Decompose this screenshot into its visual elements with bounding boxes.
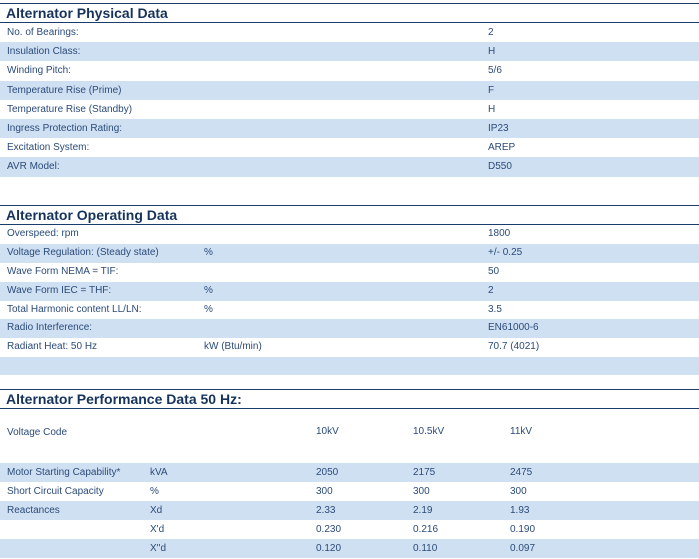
performance-data-section bbox=[0, 389, 699, 558]
row-value: IP23 bbox=[488, 122, 509, 134]
row-label: Wave Form NEMA = TIF: bbox=[7, 265, 119, 277]
row-value: 2.19 bbox=[413, 505, 433, 516]
row-unit: % bbox=[204, 303, 213, 315]
row-value: 1.93 bbox=[510, 505, 530, 516]
table-row bbox=[0, 42, 699, 61]
row-value: 70.7 (4021) bbox=[488, 341, 540, 353]
spacer-row bbox=[0, 375, 699, 387]
row-label: Ingress Protection Rating: bbox=[7, 122, 123, 134]
table-row bbox=[0, 81, 699, 100]
row-value: 2050 bbox=[316, 467, 339, 478]
table-row bbox=[0, 501, 699, 520]
row-value: 0.190 bbox=[510, 524, 536, 535]
table-row bbox=[0, 119, 699, 138]
voltage-code-label: Voltage Code bbox=[7, 427, 68, 438]
row-label: Radiant Heat: 50 Hz bbox=[7, 341, 98, 353]
row-value: 0.120 bbox=[316, 543, 342, 554]
row-value: 0.230 bbox=[316, 524, 342, 535]
row-value: 2.33 bbox=[316, 505, 336, 516]
table-row bbox=[0, 225, 699, 244]
row-label: Excitation System: bbox=[7, 142, 90, 154]
row-label: No. of Bearings: bbox=[7, 27, 79, 38]
row-unit: kVA bbox=[150, 467, 168, 478]
row-value: H bbox=[488, 103, 496, 115]
physical-data-title: Alternator Physical Data bbox=[0, 3, 699, 23]
voltage-code-row bbox=[0, 409, 699, 463]
voltage-code: 11kV bbox=[510, 426, 533, 437]
table-row bbox=[0, 157, 699, 176]
row-label: Total Harmonic content LL/LN: bbox=[7, 303, 142, 315]
row-value: 50 bbox=[488, 265, 500, 277]
row-label: Temperature Rise (Prime) bbox=[7, 84, 122, 96]
row-label: Reactances bbox=[7, 505, 60, 516]
table-row bbox=[0, 244, 699, 263]
row-label: Temperature Rise (Standby) bbox=[7, 103, 133, 115]
row-label: Radio Interference: bbox=[7, 322, 93, 334]
row-value: 2 bbox=[488, 27, 494, 38]
row-value: 300 bbox=[510, 486, 527, 497]
row-value: 300 bbox=[316, 486, 333, 497]
row-value: 5/6 bbox=[488, 65, 502, 77]
row-unit: Xd bbox=[150, 505, 163, 516]
row-value: 0.110 bbox=[413, 543, 438, 554]
table-row bbox=[0, 539, 699, 558]
row-label: Winding Pitch: bbox=[7, 65, 71, 77]
table-row bbox=[0, 23, 699, 42]
row-unit: % bbox=[204, 284, 213, 296]
row-unit: X''d bbox=[150, 543, 167, 554]
row-unit: % bbox=[150, 486, 159, 497]
table-row bbox=[0, 338, 699, 357]
row-value: AREP bbox=[488, 142, 516, 154]
row-label: Short Circuit Capacity bbox=[7, 486, 104, 497]
row-label: Insulation Class: bbox=[7, 46, 81, 58]
row-value: +/- 0.25 bbox=[488, 246, 523, 258]
row-label: Wave Form IEC = THF: bbox=[7, 284, 112, 296]
voltage-code: 10kV bbox=[316, 426, 339, 437]
row-value: 300 bbox=[413, 486, 430, 497]
row-value: 2475 bbox=[510, 467, 533, 478]
table-row bbox=[0, 482, 699, 501]
table-row bbox=[0, 61, 699, 80]
row-label: Motor Starting Capability* bbox=[7, 467, 121, 478]
row-unit: X'd bbox=[150, 524, 165, 535]
row-value: EN61000-6 bbox=[488, 322, 539, 334]
spacer-row bbox=[0, 357, 699, 375]
table-row bbox=[0, 138, 699, 157]
table-row bbox=[0, 520, 699, 539]
table-row bbox=[0, 282, 699, 301]
performance-data-title: Alternator Performance Data 50 Hz: bbox=[0, 389, 699, 409]
table-row bbox=[0, 319, 699, 338]
row-value: 0.097 bbox=[510, 543, 536, 554]
row-value: 2175 bbox=[413, 467, 436, 478]
row-label: AVR Model: bbox=[7, 161, 60, 173]
physical-data-section bbox=[0, 3, 699, 196]
table-row bbox=[0, 463, 699, 482]
row-value: 2 bbox=[488, 284, 494, 296]
spacer-row bbox=[0, 177, 699, 196]
table-row bbox=[0, 263, 699, 282]
operating-data-title: Alternator Operating Data bbox=[0, 205, 699, 225]
row-label: Voltage Regulation: (Steady state) bbox=[7, 246, 159, 258]
row-label: Overspeed: rpm bbox=[7, 228, 79, 239]
voltage-code: 10.5kV bbox=[413, 426, 445, 437]
row-value: H bbox=[488, 46, 496, 58]
table-row bbox=[0, 301, 699, 320]
row-value: 1800 bbox=[488, 228, 511, 239]
row-value: 3.5 bbox=[488, 303, 502, 315]
row-value: F bbox=[488, 84, 495, 96]
row-value: 0.216 bbox=[413, 524, 439, 535]
table-row bbox=[0, 100, 699, 119]
row-unit: kW (Btu/min) bbox=[204, 341, 262, 353]
operating-data-section bbox=[0, 205, 699, 387]
row-unit: % bbox=[204, 246, 213, 258]
row-value: D550 bbox=[488, 161, 512, 173]
